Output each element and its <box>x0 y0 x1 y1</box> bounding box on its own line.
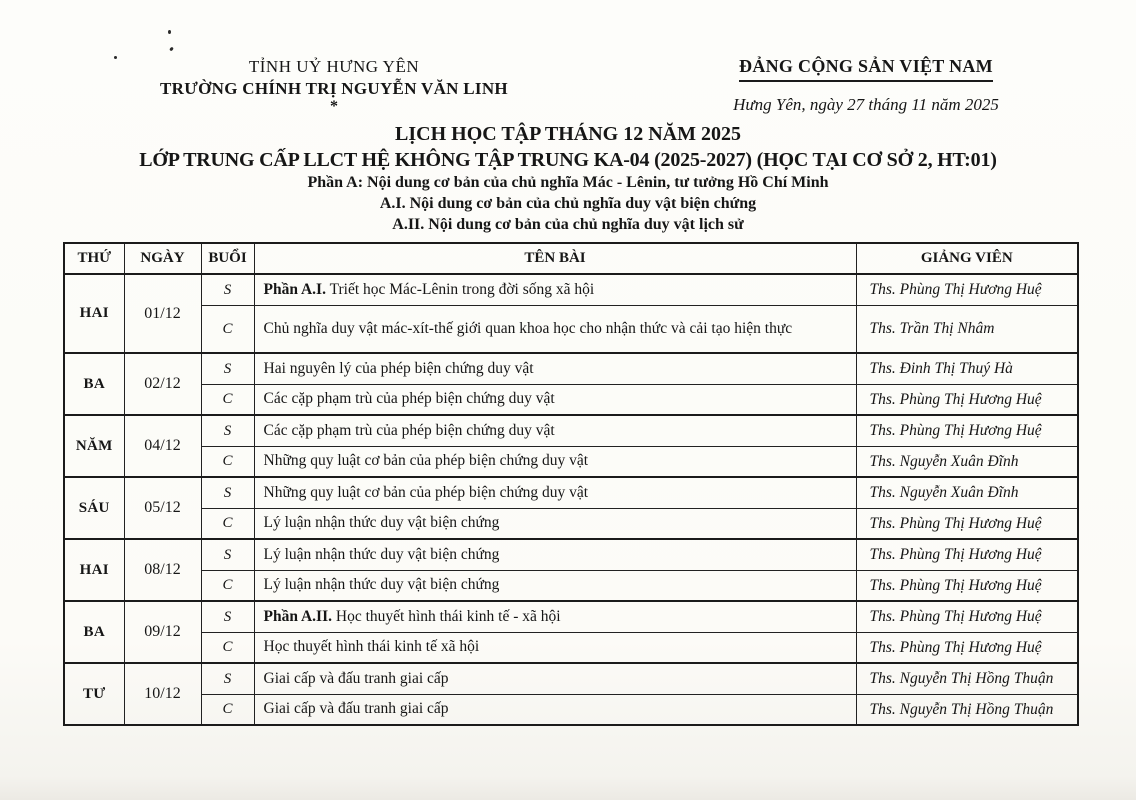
lecturer-cell: Ths. Nguyễn Xuân Đĩnh <box>856 446 1078 477</box>
table-row <box>64 508 1078 539</box>
schedule-table <box>63 242 1079 726</box>
session-cell: C <box>201 632 254 663</box>
org-separator-mark: * <box>330 97 338 115</box>
party-motto: ĐẢNG CỘNG SẢN VIỆT NAM <box>739 56 993 82</box>
lecturer-cell: Ths. Đinh Thị Thuý Hà <box>856 353 1078 384</box>
session-cell: C <box>201 446 254 477</box>
table-row <box>64 601 1078 632</box>
org-name: TRƯỜNG CHÍNH TRỊ NGUYỄN VĂN LINH <box>160 78 508 98</box>
document-subtitle: LỚP TRUNG CẤP LLCT HỆ KHÔNG TẬP TRUNG KA-04 (2025-2027) (HỌC TẠI CƠ SỞ 2, HT:01) <box>139 149 997 171</box>
lesson-title: Hai nguyên lý của phép biện chứng duy vật <box>263 359 534 377</box>
section-a1-heading: A.I. Nội dung cơ bản của chủ nghĩa duy vật biện chứng <box>379 194 757 212</box>
lesson-cell <box>254 601 856 632</box>
table-row <box>64 694 1078 725</box>
table-row <box>64 477 1078 508</box>
col-header-lecturer: GIẢNG VIÊN <box>856 243 1078 274</box>
lecturer-cell: Ths. Phùng Thị Hương Huệ <box>856 508 1078 539</box>
table-row <box>64 274 1078 305</box>
lesson-cell <box>254 539 856 570</box>
lesson-cell <box>254 305 856 353</box>
lesson-cell <box>254 508 856 539</box>
section-a-heading: Phần A: Nội dung cơ bản của chủ nghĩa Mác - Lênin, tư tưởng Hồ Chí Minh <box>307 174 829 191</box>
scan-speck <box>114 56 117 59</box>
table-row <box>64 384 1078 415</box>
session-cell: C <box>201 508 254 539</box>
table-row <box>64 353 1078 384</box>
lesson-part-label: Phần A.I. <box>263 280 326 298</box>
date-cell: 08/12 <box>124 539 201 601</box>
session-cell: S <box>201 274 254 305</box>
lecturer-cell: Ths. Phùng Thị Hương Huệ <box>856 274 1078 305</box>
lesson-title: Chủ nghĩa duy vật mác-xít-thế giới quan khoa học cho nhận thức và cải tạo hiện thực <box>263 319 793 337</box>
lesson-cell <box>254 477 856 508</box>
col-header-day: THỨ <box>64 243 124 274</box>
section-a2-heading: A.II. Nội dung cơ bản của chủ nghĩa duy vật lịch sử <box>392 215 744 233</box>
day-cell: HAI <box>64 539 124 601</box>
day-cell: BA <box>64 601 124 663</box>
lesson-title: Giai cấp và đấu tranh giai cấp <box>263 700 449 718</box>
lecturer-cell: Ths. Phùng Thị Hương Huệ <box>856 539 1078 570</box>
place-dateline: Hưng Yên, ngày 27 tháng 11 năm 2025 <box>733 95 999 114</box>
scan-speck <box>168 30 171 34</box>
col-header-session: BUỔI <box>201 243 254 274</box>
session-cell: S <box>201 663 254 694</box>
lesson-title: Các cặp phạm trù của phép biện chứng duy vật <box>263 390 555 408</box>
table-row <box>64 539 1078 570</box>
lesson-title: Lý luận nhận thức duy vật biện chứng <box>263 514 500 532</box>
session-cell: C <box>201 384 254 415</box>
issuing-org-block <box>118 56 550 115</box>
org-parent-name: TỈNH UỶ HƯNG YÊN <box>248 57 420 76</box>
session-cell: S <box>201 477 254 508</box>
lesson-title: Học thuyết hình thái kinh tế - xã hội <box>332 607 561 625</box>
date-cell: 01/12 <box>124 274 201 353</box>
table-row <box>64 305 1078 353</box>
lecturer-cell: Ths. Trần Thị Nhâm <box>856 305 1078 353</box>
lecturer-cell: Ths. Phùng Thị Hương Huệ <box>856 415 1078 446</box>
lesson-title: Lý luận nhận thức duy vật biện chứng <box>263 545 500 563</box>
lecturer-cell: Ths. Phùng Thị Hương Huệ <box>856 384 1078 415</box>
session-cell: C <box>201 694 254 725</box>
lesson-cell <box>254 415 856 446</box>
date-cell: 09/12 <box>124 601 201 663</box>
session-cell: C <box>201 570 254 601</box>
document-header <box>0 56 1136 115</box>
day-cell: SÁU <box>64 477 124 539</box>
day-cell: HAI <box>64 274 124 353</box>
col-header-date: NGÀY <box>124 243 201 274</box>
lecturer-cell: Ths. Phùng Thị Hương Huệ <box>856 570 1078 601</box>
day-cell: NĂM <box>64 415 124 477</box>
lesson-cell <box>254 384 856 415</box>
day-cell: TƯ <box>64 663 124 725</box>
lesson-title: Học thuyết hình thái kinh tế xã hội <box>263 638 480 656</box>
lecturer-cell: Ths. Phùng Thị Hương Huệ <box>856 632 1078 663</box>
session-cell: C <box>201 305 254 353</box>
document-title: LỊCH HỌC TẬP THÁNG 12 NĂM 2025 <box>395 123 741 145</box>
lecturer-cell: Ths. Nguyễn Xuân Đĩnh <box>856 477 1078 508</box>
lesson-cell <box>254 694 856 725</box>
lesson-part-label: Phần A.II. <box>263 607 332 625</box>
session-cell: S <box>201 539 254 570</box>
lesson-cell <box>254 353 856 384</box>
lecturer-cell: Ths. Nguyễn Thị Hồng Thuận <box>856 663 1078 694</box>
lecturer-cell: Ths. Phùng Thị Hương Huệ <box>856 601 1078 632</box>
party-header-block <box>666 56 1066 115</box>
day-cell: BA <box>64 353 124 415</box>
table-row <box>64 632 1078 663</box>
table-row <box>64 663 1078 694</box>
lesson-title: Những quy luật cơ bản của phép biện chứng duy vật <box>263 452 589 470</box>
lecturer-cell: Ths. Nguyễn Thị Hồng Thuận <box>856 694 1078 725</box>
lesson-title: Những quy luật cơ bản của phép biện chứng duy vật <box>263 483 589 501</box>
lesson-cell <box>254 274 856 305</box>
date-cell: 04/12 <box>124 415 201 477</box>
lesson-cell <box>254 446 856 477</box>
scan-speck <box>169 47 174 52</box>
date-cell: 05/12 <box>124 477 201 539</box>
col-header-lesson: TÊN BÀI <box>254 243 856 274</box>
session-cell: S <box>201 415 254 446</box>
lesson-cell <box>254 663 856 694</box>
lesson-cell <box>254 632 856 663</box>
date-cell: 02/12 <box>124 353 201 415</box>
lesson-cell <box>254 570 856 601</box>
title-block <box>0 121 1136 235</box>
lesson-title: Các cặp phạm trù của phép biện chứng duy vật <box>263 421 555 439</box>
table-row <box>64 570 1078 601</box>
table-row <box>64 415 1078 446</box>
session-cell: S <box>201 601 254 632</box>
session-cell: S <box>201 353 254 384</box>
lesson-title: Triết học Mác-Lênin trong đời sống xã hội <box>325 280 595 298</box>
table-row <box>64 446 1078 477</box>
table-header-row <box>64 243 1078 274</box>
lesson-title: Lý luận nhận thức duy vật biện chứng <box>263 576 500 594</box>
date-cell: 10/12 <box>124 663 201 725</box>
lesson-title: Giai cấp và đấu tranh giai cấp <box>263 669 449 687</box>
